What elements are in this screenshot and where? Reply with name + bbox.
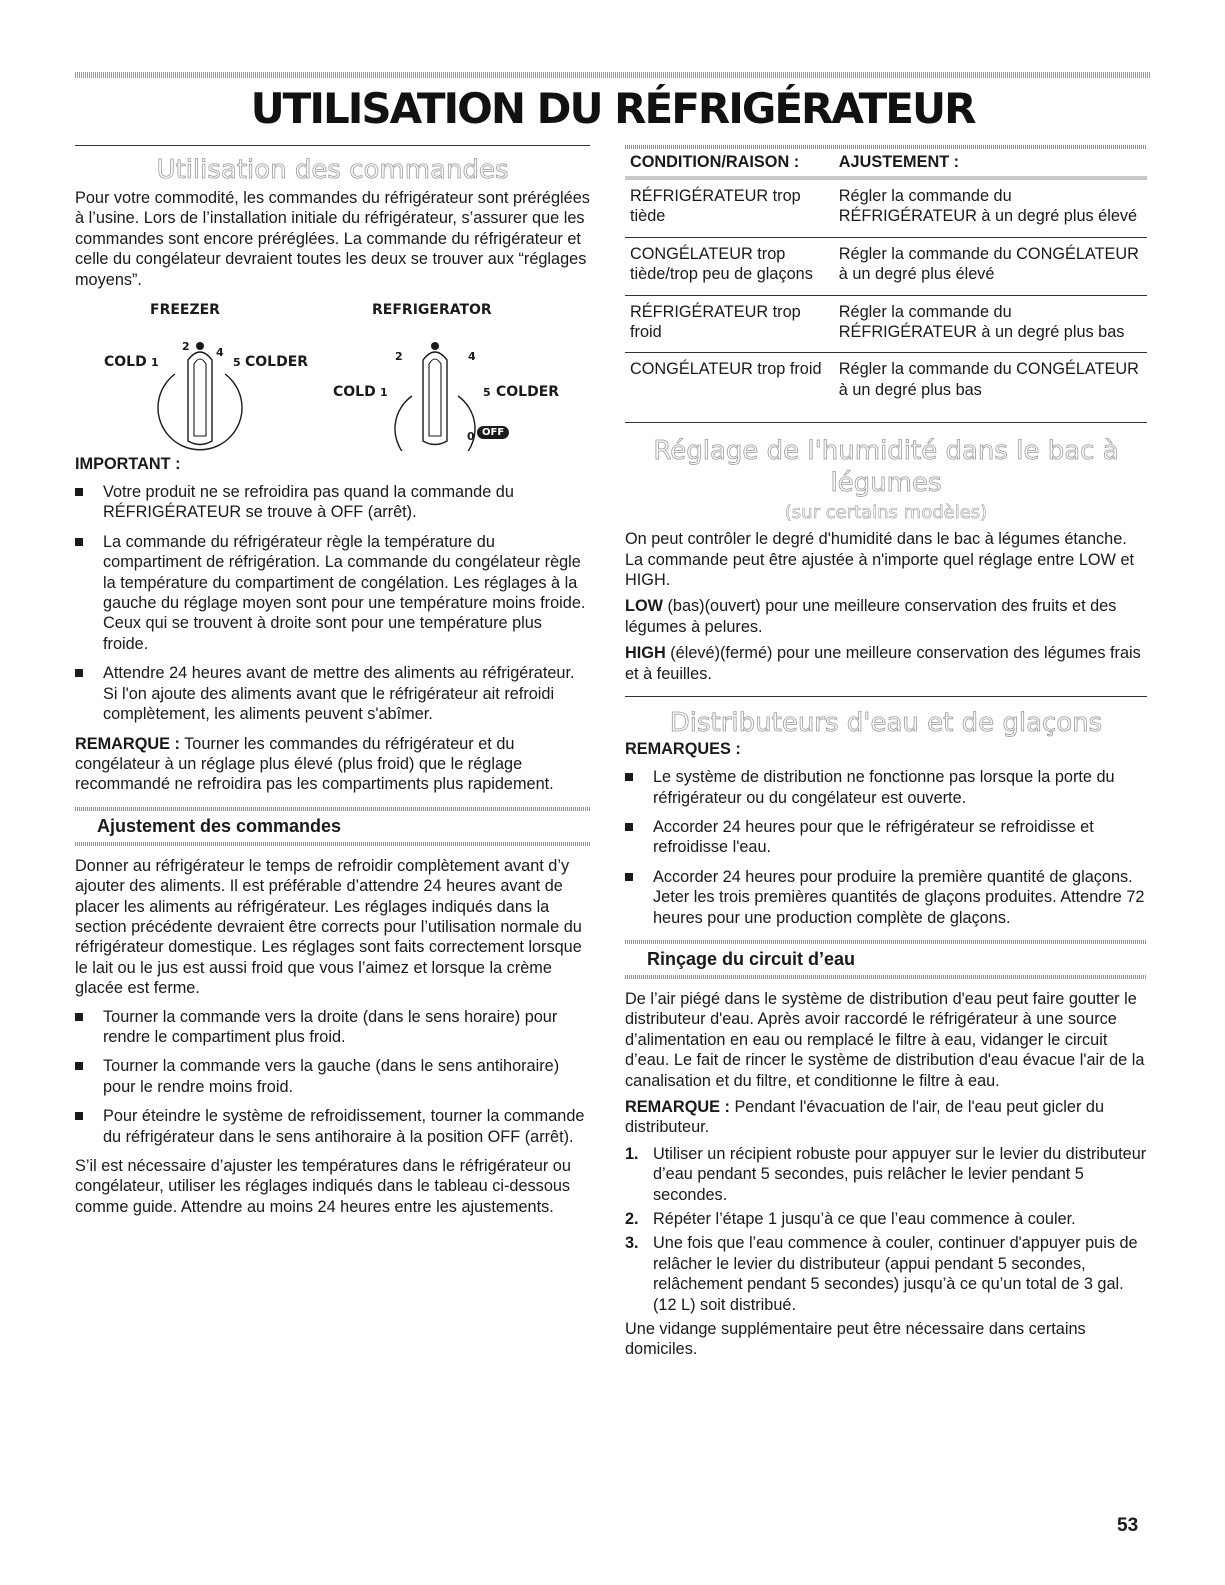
ajustement-intro: Donner au réfrigérateur le temps de refroidir complètement avant d’y ajouter des aliments. Il est préférable d’attendre 24 heures avant de placer les aliments au réfrigérateur. Les réglages indiqués dans la section précédente devraient être corrects pour l’utilisation normale du réfrigérateur domestique. Les réglages sont faits correctement lorsque le lait ou le jus est aussi froid que vous l’aimez et lorsque la crème glacée est ferme. [75, 856, 582, 998]
section-rule [75, 145, 590, 146]
table-row [625, 353, 1147, 423]
ajustement-closing: S’il est nécessaire d’ajuster les températures dans le réfrigérateur ou congélateur, utiliser les réglages indiqués dans le tableau ci-dessous comme guide. Attendre au moins 24 heures entre les ajustements. [75, 1157, 571, 1216]
freezer-tick-4: 4 [216, 346, 224, 360]
freezer-label: FREEZER [150, 302, 220, 319]
bullet-icon [625, 873, 633, 881]
bullet-icon [625, 773, 633, 781]
rincage-closing: Une vidange supplémentaire peut être nécessaire dans certains domiciles. [625, 1320, 1086, 1359]
section-heading-commandes: Utilisation des commandes [156, 155, 509, 185]
refrigerator-colder-label: COLDER [496, 384, 560, 401]
top-hatched-rule [75, 72, 1150, 78]
list-item: La commande du réfrigérateur règle la température du compartiment de réfrigération. La commande du congélateur règle la température du compartiment de congélation. Les réglages à la gauche du réglage moyen sont pour une température moins froide. Ceux qui se trouvent à droite sont pour une température plus froide. [75, 532, 590, 654]
bullet-icon [75, 1062, 83, 1070]
remarque-label: REMARQUE : [75, 734, 180, 753]
section-heading-humidite: Réglage de l'humidité dans le bac à légumes [653, 436, 1119, 499]
bullet-icon [75, 538, 83, 546]
rincage-intro: De l’air piégé dans le système de distribution d'eau peut faire goutter le distributeur d'eau. Après avoir raccordé le réfrigérateur à une source d’alimentation en eau ou remplacé le filtre à eau, vidanger le circuit d’eau. Le fait de rincer le système de distribution d'eau évacue l'air de la canalisation et du filtre, et conditionne le filtre à eau. [625, 989, 1145, 1090]
freezer-tick-2: 2 [182, 340, 190, 354]
low-label: LOW [625, 597, 663, 616]
off-badge: OFF [477, 426, 509, 439]
table-row [625, 237, 1147, 295]
section-subheading-modeles: (sur certains modèles) [784, 502, 988, 524]
table-cell-adjust: Régler la commande du RÉFRIGÉRATEUR à un degré plus élevé [834, 178, 1147, 237]
freezer-colder-label: COLDER [245, 354, 309, 371]
table-header-ajustement: AJUSTEMENT : [834, 149, 1147, 178]
rincage-remarque: REMARQUE : Pendant l'évacuation de l'air, de l'eau peut gicler du distributeur. [625, 1097, 1105, 1137]
list-item: Tourner la commande vers la gauche (dans le sens antihoraire) pour le rendre moins froid. [75, 1056, 590, 1097]
refrigerator-tick-4: 4 [468, 350, 476, 364]
list-item: Votre produit ne se refroidira pas quand la commande du RÉFRIGÉRATEUR se trouve à OFF (arrêt). [75, 482, 590, 523]
refrigerator-tick-5: 5 [483, 386, 491, 400]
hatched-rule [75, 842, 590, 846]
control-dials-diagram [75, 296, 590, 446]
bullet-icon [625, 823, 633, 831]
freezer-cold-label: COLD [104, 354, 147, 371]
page-number: 53 [1117, 1515, 1139, 1536]
table-row [625, 295, 1147, 353]
list-item: Accorder 24 heures pour que le réfrigérateur se refroidisse et refroidisse l'eau. [625, 817, 1147, 858]
refrigerator-tick-0: 0 [467, 430, 475, 444]
table-cell-adjust: Régler la commande du CONGÉLATEUR à un degré plus élevé [834, 237, 1147, 295]
table-cell-adjust: Régler la commande du RÉFRIGÉRATEUR à un degré plus bas [834, 295, 1147, 353]
table-cell-condition: RÉFRIGÉRATEUR trop froid [625, 295, 834, 353]
high-paragraph: HIGH (élevé)(fermé) pour une meilleure conservation des légumes frais et à feuilles. [625, 644, 1141, 683]
refrigerator-tick-2: 2 [395, 350, 403, 364]
bullet-icon [75, 1013, 83, 1021]
refrigerator-cold-label: COLD [333, 384, 376, 401]
ajustement-list [75, 1007, 590, 1147]
list-item: Le système de distribution ne fonctionne pas lorsque la porte du réfrigérateur ou du congélateur est ouverte. [625, 767, 1147, 808]
bullet-icon [75, 669, 83, 677]
section-rule [625, 696, 1147, 697]
table-row [625, 178, 1147, 237]
step-item: 1. Utiliser un récipient robuste pour appuyer sur le levier du distributeur d’eau pendant 5 secondes, puis relâcher le levier pendant 5 secondes. [625, 1144, 1147, 1204]
list-item: Tourner la commande vers la droite (dans le sens horaire) pour rendre le compartiment plus froid. [75, 1007, 590, 1048]
right-column [625, 145, 1147, 1360]
bullet-icon [75, 1112, 83, 1120]
section-heading-rincage: Rinçage du circuit d’eau [647, 948, 856, 969]
list-item: Attendre 24 heures avant de mettre des aliments au réfrigérateur. Si l'on ajoute des aliments avant que le réfrigérateur ait refroidi complètement, les aliments peuvent s'abîmer. [75, 663, 590, 724]
table-cell-adjust: Régler la commande du CONGÉLATEUR à un degré plus bas [834, 353, 1147, 423]
important-label: IMPORTANT : [75, 455, 181, 474]
list-item: Pour éteindre le système de refroidissement, tourner la commande du réfrigérateur dans le sens antihoraire à la position OFF (arrêt). [75, 1106, 590, 1147]
section-heading-distributeurs: Distributeurs d'eau et de glaçons [669, 708, 1103, 739]
humidite-intro: On peut contrôler le degré d'humidité dans le bac à légumes étanche. La commande peut être ajustée à n'importe quel réglage entre LOW et HIGH. [625, 530, 1135, 590]
freezer-tick-1: 1 [151, 356, 159, 370]
intro-paragraph: Pour votre commodité, les commandes du réfrigérateur sont préréglées à l’usine. Lors de l’installation initiale du réfrigérateur, s’assurer que les commandes sont encore préréglées. La commande du réfrigérateur et celle du congélateur devraient toutes les deux se trouver aux “réglages moyens”. [75, 189, 590, 289]
hatched-rule [625, 975, 1147, 979]
left-column [75, 145, 590, 1217]
table-cell-condition: RÉFRIGÉRATEUR trop tiède [625, 178, 834, 237]
remarques-label: REMARQUES : [625, 740, 741, 759]
freezer-tick-5: 5 [233, 356, 241, 370]
table-header-condition: CONDITION/RAISON : [625, 149, 834, 178]
remarque-label: REMARQUE : [625, 1097, 730, 1116]
table-cell-condition: CONGÉLATEUR trop tiède/trop peu de glaçons [625, 237, 834, 295]
bullet-icon [75, 488, 83, 496]
step-item: 2. Répéter l’étape 1 jusqu’à ce que l’eau commence à couler. [625, 1210, 1076, 1228]
adjustment-table [625, 149, 1147, 423]
dispensers-list [625, 767, 1147, 928]
refrigerator-label: REFRIGERATOR [372, 302, 492, 319]
important-list [75, 482, 590, 724]
freezer-dial [145, 336, 255, 451]
list-item: Accorder 24 heures pour produire la première quantité de glaçons. Jeter les trois premières quantités de glaçons produites. Attendre 72 heures pour une production complète de glaçons. [625, 867, 1147, 928]
page-title: UTILISATION DU RÉFRIGÉRATEUR [250, 84, 975, 133]
high-label: HIGH [625, 644, 666, 663]
remarque-paragraph: REMARQUE : Tourner les commandes du réfrigérateur et du congélateur à un réglage plus élevé (plus froid) que le réglage recommandé ne refroidira pas les compartiments plus rapidement. [75, 734, 554, 794]
step-item: 3. Une fois que l’eau commence à couler, continuer d'appuyer puis de relâcher le levier du distributeur (appui pendant 5 secondes, relâchement pendant 5 secondes) jusqu’à ce qu’un total de 3 gal. (12 L) soit distribué. [625, 1234, 1138, 1314]
rincage-steps [625, 1144, 1147, 1315]
low-paragraph: LOW (bas)(ouvert) pour une meilleure conservation des fruits et des légumes à pelures. [625, 597, 1117, 636]
section-heading-ajustement: Ajustement des commandes [97, 815, 342, 836]
refrigerator-tick-1: 1 [380, 386, 388, 400]
table-cell-condition: CONGÉLATEUR trop froid [625, 353, 834, 423]
